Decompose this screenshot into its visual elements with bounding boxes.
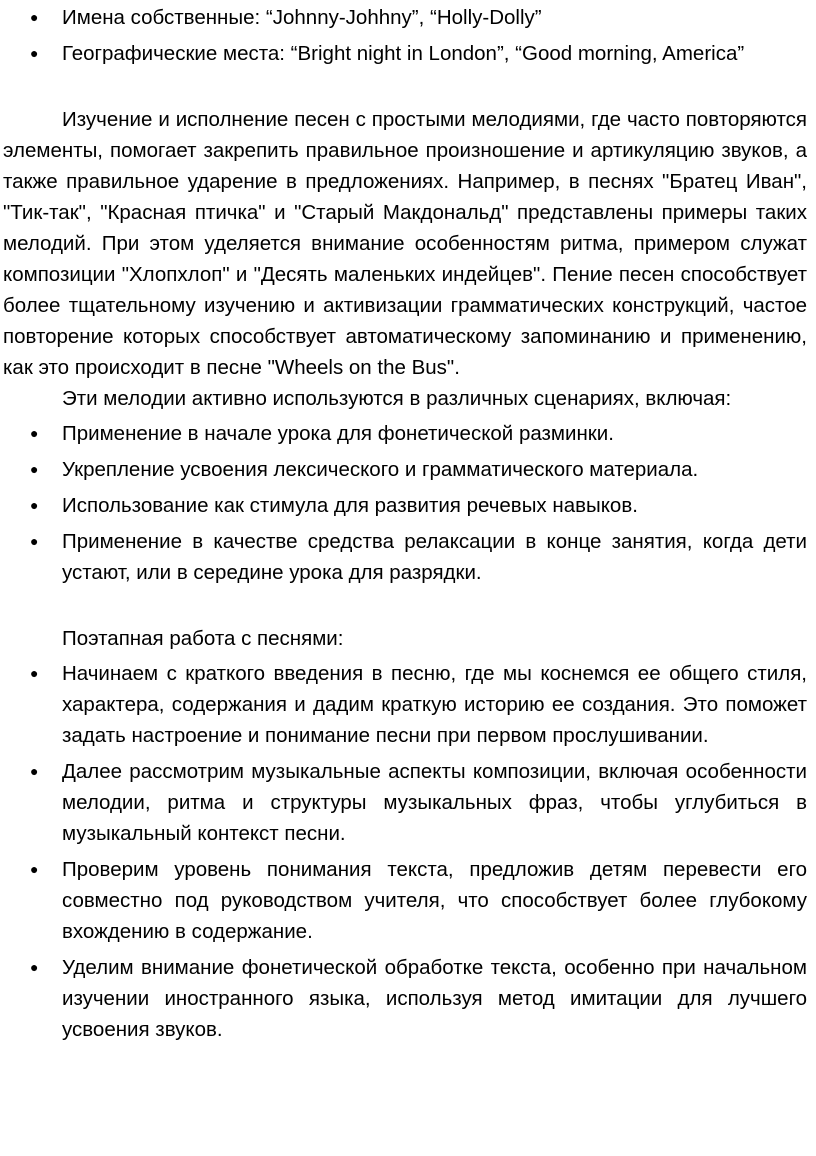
list-item [3,38,807,69]
list-item-text: Географические места: “Bright night in London”, “Good morning, America” [62,42,745,65]
paragraph-usage-scenarios: Эти мелодии активно используются в различных сценариях, включая: [62,387,732,410]
list-item-text: Имена собственные: “Johnny-Johhny”, “Holly-Dolly” [62,6,542,29]
list-item [3,756,807,849]
list-item-text: Проверим уровень понимания текста, предложив детям перевести его совместно под руководством учителя, что способствует более глубокому вхождению в содержание. [62,858,807,943]
bullet-icon: ● [30,959,39,975]
names-list [3,2,807,69]
spacer [3,593,807,623]
list-item [3,418,807,449]
usage-list [3,418,807,588]
bullet-icon: ● [30,9,39,25]
list-item [3,526,807,588]
bullet-icon: ● [30,665,39,681]
list-item [3,658,807,751]
bullet-icon: ● [30,497,39,513]
list-item-text: Применение в качестве средства релаксации в конце занятия, когда дети устают, или в середине урока для разрядки. [62,530,807,584]
list-item-text: Уделим внимание фонетической обработке текста, особенно при начальном изучении иностранного языка, используя метод имитации для лучшего усвоения звуков. [62,956,807,1041]
list-item-text: Укрепление усвоения лексического и грамматического материала. [62,458,699,481]
list-item-text: Начинаем с краткого введения в песню, где мы коснемся ее общего стиля, характера, содержания и дадим краткую историю ее создания. Это поможет задать настроение и понимание песни при первом прослушивании. [62,662,807,747]
list-item [3,454,807,485]
bullet-icon: ● [30,461,39,477]
spacer [3,74,807,104]
list-item-text: Применение в начале урока для фонетической разминки. [62,422,614,445]
bullet-icon: ● [30,425,39,441]
bullet-icon: ● [30,763,39,779]
bullet-icon: ● [30,45,39,61]
paragraph-songs-pronunciation: Изучение и исполнение песен с простыми мелодиями, где часто повторяются элементы, помогает закрепить правильное произношение и артикуляцию звуков, а также правильное ударение в предложениях. Например, в песнях "Братец Иван", "Тик-так", "Красная птичка" и "Старый Макдональд" представлены примеры таких мелодий. При этом уделяется внимание особенностям ритма, примером служат композиции "Хлопхлоп" и "Десять маленьких индейцев". Пение песен способствует более тщательному изучению и активизации грамматических конструкций, частое повторение которых способствует автоматическому запоминанию и применению, как это происходит в песне "Wheels on the Bus". [3,108,807,379]
list-item [3,490,807,521]
list-item-text: Далее рассмотрим музыкальные аспекты композиции, включая особенности мелодии, ритма и структуры музыкальных фраз, чтобы углубиться в музыкальный контекст песни. [62,760,807,845]
stages-list [3,658,807,1045]
list-item [3,952,807,1045]
list-item-text: Использование как стимула для развития речевых навыков. [62,494,638,517]
list-item [3,854,807,947]
bullet-icon: ● [30,861,39,877]
bullet-icon: ● [30,533,39,549]
list-item [3,2,807,33]
stages-heading: Поэтапная работа с песнями: [62,627,344,650]
